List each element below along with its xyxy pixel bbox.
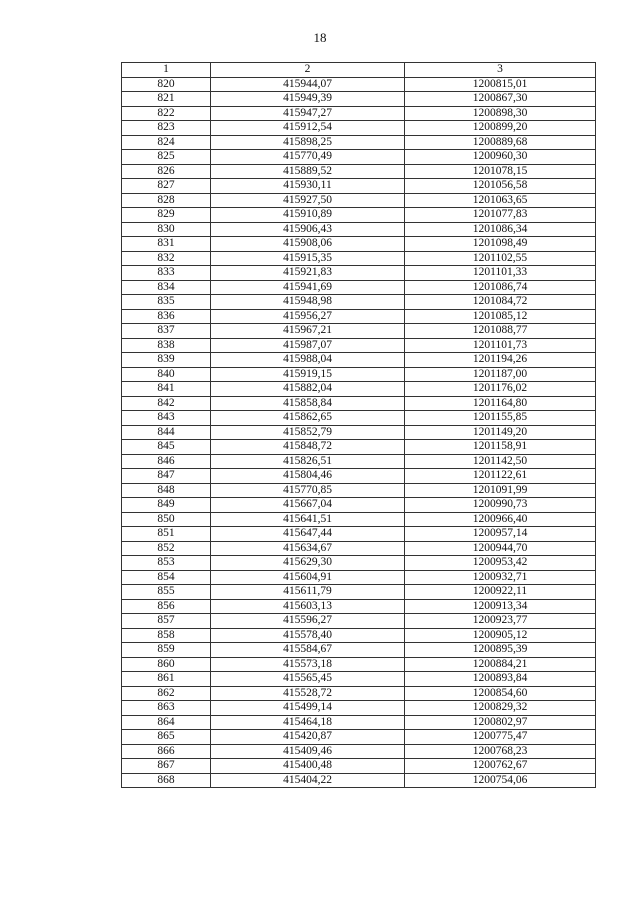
cell-point-number: 868 bbox=[122, 773, 211, 788]
table-row bbox=[122, 353, 596, 368]
cell-y-coordinate: 1201187,00 bbox=[405, 367, 596, 382]
cell-x-coordinate: 415420,87 bbox=[211, 730, 405, 745]
table-row bbox=[122, 411, 596, 426]
cell-x-coordinate: 415967,21 bbox=[211, 324, 405, 339]
table-body bbox=[122, 77, 596, 788]
cell-y-coordinate: 1200775,47 bbox=[405, 730, 596, 745]
cell-y-coordinate: 1200922,11 bbox=[405, 585, 596, 600]
cell-y-coordinate: 1200898,30 bbox=[405, 106, 596, 121]
cell-x-coordinate: 415404,22 bbox=[211, 773, 405, 788]
table-row bbox=[122, 469, 596, 484]
cell-x-coordinate: 415988,04 bbox=[211, 353, 405, 368]
column-header-y: 3 bbox=[405, 63, 596, 78]
table-row bbox=[122, 773, 596, 788]
cell-point-number: 821 bbox=[122, 92, 211, 107]
cell-x-coordinate: 415464,18 bbox=[211, 715, 405, 730]
cell-x-coordinate: 415770,85 bbox=[211, 483, 405, 498]
table-row bbox=[122, 309, 596, 324]
page-number: 18 bbox=[313, 30, 327, 45]
cell-y-coordinate: 1200923,77 bbox=[405, 614, 596, 629]
cell-x-coordinate: 415882,04 bbox=[211, 382, 405, 397]
cell-x-coordinate: 415584,67 bbox=[211, 643, 405, 658]
table-row bbox=[122, 454, 596, 469]
cell-x-coordinate: 415667,04 bbox=[211, 498, 405, 513]
cell-x-coordinate: 415603,13 bbox=[211, 599, 405, 614]
table-row bbox=[122, 208, 596, 223]
cell-x-coordinate: 415565,45 bbox=[211, 672, 405, 687]
cell-point-number: 847 bbox=[122, 469, 211, 484]
cell-point-number: 858 bbox=[122, 628, 211, 643]
cell-point-number: 838 bbox=[122, 338, 211, 353]
cell-y-coordinate: 1201086,34 bbox=[405, 222, 596, 237]
cell-y-coordinate: 1201101,33 bbox=[405, 266, 596, 281]
cell-point-number: 854 bbox=[122, 570, 211, 585]
cell-y-coordinate: 1201194,26 bbox=[405, 353, 596, 368]
table-row bbox=[122, 599, 596, 614]
cell-point-number: 845 bbox=[122, 440, 211, 455]
cell-x-coordinate: 415573,18 bbox=[211, 657, 405, 672]
cell-x-coordinate: 415804,46 bbox=[211, 469, 405, 484]
cell-point-number: 857 bbox=[122, 614, 211, 629]
cell-y-coordinate: 1201098,49 bbox=[405, 237, 596, 252]
cell-point-number: 836 bbox=[122, 309, 211, 324]
table-row bbox=[122, 280, 596, 295]
cell-point-number: 830 bbox=[122, 222, 211, 237]
cell-point-number: 855 bbox=[122, 585, 211, 600]
cell-x-coordinate: 415596,27 bbox=[211, 614, 405, 629]
cell-y-coordinate: 1201164,80 bbox=[405, 396, 596, 411]
table-row bbox=[122, 251, 596, 266]
table-row bbox=[122, 324, 596, 339]
cell-point-number: 827 bbox=[122, 179, 211, 194]
cell-point-number: 866 bbox=[122, 744, 211, 759]
cell-point-number: 862 bbox=[122, 686, 211, 701]
cell-y-coordinate: 1200990,73 bbox=[405, 498, 596, 513]
cell-y-coordinate: 1200884,21 bbox=[405, 657, 596, 672]
cell-x-coordinate: 415908,06 bbox=[211, 237, 405, 252]
cell-y-coordinate: 1201101,73 bbox=[405, 338, 596, 353]
table-row bbox=[122, 367, 596, 382]
table-row bbox=[122, 382, 596, 397]
cell-point-number: 828 bbox=[122, 193, 211, 208]
cell-point-number: 851 bbox=[122, 527, 211, 542]
cell-y-coordinate: 1201155,85 bbox=[405, 411, 596, 426]
table-row bbox=[122, 77, 596, 92]
cell-point-number: 861 bbox=[122, 672, 211, 687]
table-row bbox=[122, 440, 596, 455]
cell-y-coordinate: 1201088,77 bbox=[405, 324, 596, 339]
table-row bbox=[122, 730, 596, 745]
cell-x-coordinate: 415930,11 bbox=[211, 179, 405, 194]
cell-x-coordinate: 415921,83 bbox=[211, 266, 405, 281]
cell-point-number: 831 bbox=[122, 237, 211, 252]
table-row bbox=[122, 614, 596, 629]
cell-y-coordinate: 1200802,97 bbox=[405, 715, 596, 730]
table-row bbox=[122, 570, 596, 585]
cell-point-number: 837 bbox=[122, 324, 211, 339]
cell-x-coordinate: 415409,46 bbox=[211, 744, 405, 759]
cell-y-coordinate: 1200905,12 bbox=[405, 628, 596, 643]
cell-x-coordinate: 415629,30 bbox=[211, 556, 405, 571]
table-row bbox=[122, 193, 596, 208]
cell-point-number: 825 bbox=[122, 150, 211, 165]
cell-x-coordinate: 415647,44 bbox=[211, 527, 405, 542]
cell-y-coordinate: 1201085,12 bbox=[405, 309, 596, 324]
cell-x-coordinate: 415949,39 bbox=[211, 92, 405, 107]
cell-point-number: 835 bbox=[122, 295, 211, 310]
cell-point-number: 850 bbox=[122, 512, 211, 527]
cell-point-number: 822 bbox=[122, 106, 211, 121]
cell-y-coordinate: 1201086,74 bbox=[405, 280, 596, 295]
cell-point-number: 865 bbox=[122, 730, 211, 745]
table-row bbox=[122, 643, 596, 658]
table-row bbox=[122, 338, 596, 353]
cell-point-number: 860 bbox=[122, 657, 211, 672]
cell-y-coordinate: 1200768,23 bbox=[405, 744, 596, 759]
cell-y-coordinate: 1201102,55 bbox=[405, 251, 596, 266]
table-row bbox=[122, 425, 596, 440]
coordinates-table bbox=[121, 62, 596, 788]
cell-y-coordinate: 1200932,71 bbox=[405, 570, 596, 585]
cell-x-coordinate: 415898,25 bbox=[211, 135, 405, 150]
cell-x-coordinate: 415941,69 bbox=[211, 280, 405, 295]
cell-x-coordinate: 415528,72 bbox=[211, 686, 405, 701]
cell-y-coordinate: 1201056,58 bbox=[405, 179, 596, 194]
cell-y-coordinate: 1201149,20 bbox=[405, 425, 596, 440]
cell-point-number: 849 bbox=[122, 498, 211, 513]
table-row bbox=[122, 483, 596, 498]
table-row bbox=[122, 715, 596, 730]
cell-x-coordinate: 415400,48 bbox=[211, 759, 405, 774]
cell-x-coordinate: 415826,51 bbox=[211, 454, 405, 469]
cell-x-coordinate: 415634,67 bbox=[211, 541, 405, 556]
cell-x-coordinate: 415862,65 bbox=[211, 411, 405, 426]
cell-y-coordinate: 1200913,34 bbox=[405, 599, 596, 614]
table-header bbox=[122, 63, 596, 78]
cell-point-number: 840 bbox=[122, 367, 211, 382]
table-row bbox=[122, 701, 596, 716]
table-row bbox=[122, 179, 596, 194]
cell-point-number: 867 bbox=[122, 759, 211, 774]
cell-x-coordinate: 415852,79 bbox=[211, 425, 405, 440]
cell-point-number: 820 bbox=[122, 77, 211, 92]
cell-point-number: 864 bbox=[122, 715, 211, 730]
header-row bbox=[122, 63, 596, 78]
cell-y-coordinate: 1200889,68 bbox=[405, 135, 596, 150]
table-row bbox=[122, 121, 596, 136]
cell-x-coordinate: 415910,89 bbox=[211, 208, 405, 223]
cell-y-coordinate: 1200893,84 bbox=[405, 672, 596, 687]
table-row bbox=[122, 585, 596, 600]
cell-point-number: 839 bbox=[122, 353, 211, 368]
cell-point-number: 833 bbox=[122, 266, 211, 281]
cell-x-coordinate: 415947,27 bbox=[211, 106, 405, 121]
cell-y-coordinate: 1200966,40 bbox=[405, 512, 596, 527]
cell-point-number: 863 bbox=[122, 701, 211, 716]
table-row bbox=[122, 150, 596, 165]
cell-y-coordinate: 1200895,39 bbox=[405, 643, 596, 658]
table-row bbox=[122, 527, 596, 542]
cell-y-coordinate: 1201176,02 bbox=[405, 382, 596, 397]
cell-point-number: 842 bbox=[122, 396, 211, 411]
table-row bbox=[122, 744, 596, 759]
cell-x-coordinate: 415956,27 bbox=[211, 309, 405, 324]
table-row bbox=[122, 396, 596, 411]
table-row bbox=[122, 541, 596, 556]
cell-y-coordinate: 1201063,65 bbox=[405, 193, 596, 208]
table-row bbox=[122, 295, 596, 310]
cell-x-coordinate: 415915,35 bbox=[211, 251, 405, 266]
cell-y-coordinate: 1200854,60 bbox=[405, 686, 596, 701]
cell-x-coordinate: 415499,14 bbox=[211, 701, 405, 716]
cell-y-coordinate: 1200867,30 bbox=[405, 92, 596, 107]
cell-y-coordinate: 1200957,14 bbox=[405, 527, 596, 542]
cell-point-number: 826 bbox=[122, 164, 211, 179]
cell-point-number: 823 bbox=[122, 121, 211, 136]
cell-point-number: 824 bbox=[122, 135, 211, 150]
table-row bbox=[122, 266, 596, 281]
column-header-x: 2 bbox=[211, 63, 405, 78]
table-row bbox=[122, 686, 596, 701]
cell-y-coordinate: 1200899,20 bbox=[405, 121, 596, 136]
table-row bbox=[122, 759, 596, 774]
table-row bbox=[122, 657, 596, 672]
cell-x-coordinate: 415919,15 bbox=[211, 367, 405, 382]
cell-x-coordinate: 415912,54 bbox=[211, 121, 405, 136]
table-row bbox=[122, 628, 596, 643]
cell-point-number: 834 bbox=[122, 280, 211, 295]
cell-point-number: 843 bbox=[122, 411, 211, 426]
cell-point-number: 859 bbox=[122, 643, 211, 658]
cell-y-coordinate: 1200944,70 bbox=[405, 541, 596, 556]
cell-x-coordinate: 415604,91 bbox=[211, 570, 405, 585]
cell-point-number: 844 bbox=[122, 425, 211, 440]
cell-x-coordinate: 415848,72 bbox=[211, 440, 405, 455]
cell-y-coordinate: 1201122,61 bbox=[405, 469, 596, 484]
cell-y-coordinate: 1201078,15 bbox=[405, 164, 596, 179]
cell-point-number: 852 bbox=[122, 541, 211, 556]
cell-point-number: 856 bbox=[122, 599, 211, 614]
cell-x-coordinate: 415906,43 bbox=[211, 222, 405, 237]
cell-y-coordinate: 1200829,32 bbox=[405, 701, 596, 716]
cell-x-coordinate: 415578,40 bbox=[211, 628, 405, 643]
cell-y-coordinate: 1201158,91 bbox=[405, 440, 596, 455]
cell-x-coordinate: 415770,49 bbox=[211, 150, 405, 165]
cell-point-number: 832 bbox=[122, 251, 211, 266]
table-row bbox=[122, 237, 596, 252]
cell-point-number: 848 bbox=[122, 483, 211, 498]
cell-x-coordinate: 415858,84 bbox=[211, 396, 405, 411]
cell-point-number: 846 bbox=[122, 454, 211, 469]
table-row bbox=[122, 106, 596, 121]
cell-y-coordinate: 1200754,06 bbox=[405, 773, 596, 788]
table-row bbox=[122, 498, 596, 513]
cell-x-coordinate: 415889,52 bbox=[211, 164, 405, 179]
table-row bbox=[122, 512, 596, 527]
column-header-point: 1 bbox=[122, 63, 211, 78]
table-row bbox=[122, 164, 596, 179]
cell-y-coordinate: 1201142,50 bbox=[405, 454, 596, 469]
cell-x-coordinate: 415944,07 bbox=[211, 77, 405, 92]
table-row bbox=[122, 135, 596, 150]
cell-x-coordinate: 415641,51 bbox=[211, 512, 405, 527]
table-row bbox=[122, 672, 596, 687]
cell-point-number: 829 bbox=[122, 208, 211, 223]
cell-y-coordinate: 1200762,67 bbox=[405, 759, 596, 774]
cell-point-number: 853 bbox=[122, 556, 211, 571]
cell-x-coordinate: 415611,79 bbox=[211, 585, 405, 600]
cell-x-coordinate: 415927,50 bbox=[211, 193, 405, 208]
table-row bbox=[122, 222, 596, 237]
cell-point-number: 841 bbox=[122, 382, 211, 397]
cell-y-coordinate: 1201084,72 bbox=[405, 295, 596, 310]
cell-x-coordinate: 415948,98 bbox=[211, 295, 405, 310]
cell-y-coordinate: 1200815,01 bbox=[405, 77, 596, 92]
cell-x-coordinate: 415987,07 bbox=[211, 338, 405, 353]
cell-y-coordinate: 1201091,99 bbox=[405, 483, 596, 498]
cell-y-coordinate: 1200953,42 bbox=[405, 556, 596, 571]
table-row bbox=[122, 556, 596, 571]
cell-y-coordinate: 1201077,83 bbox=[405, 208, 596, 223]
table-row bbox=[122, 92, 596, 107]
cell-y-coordinate: 1200960,30 bbox=[405, 150, 596, 165]
